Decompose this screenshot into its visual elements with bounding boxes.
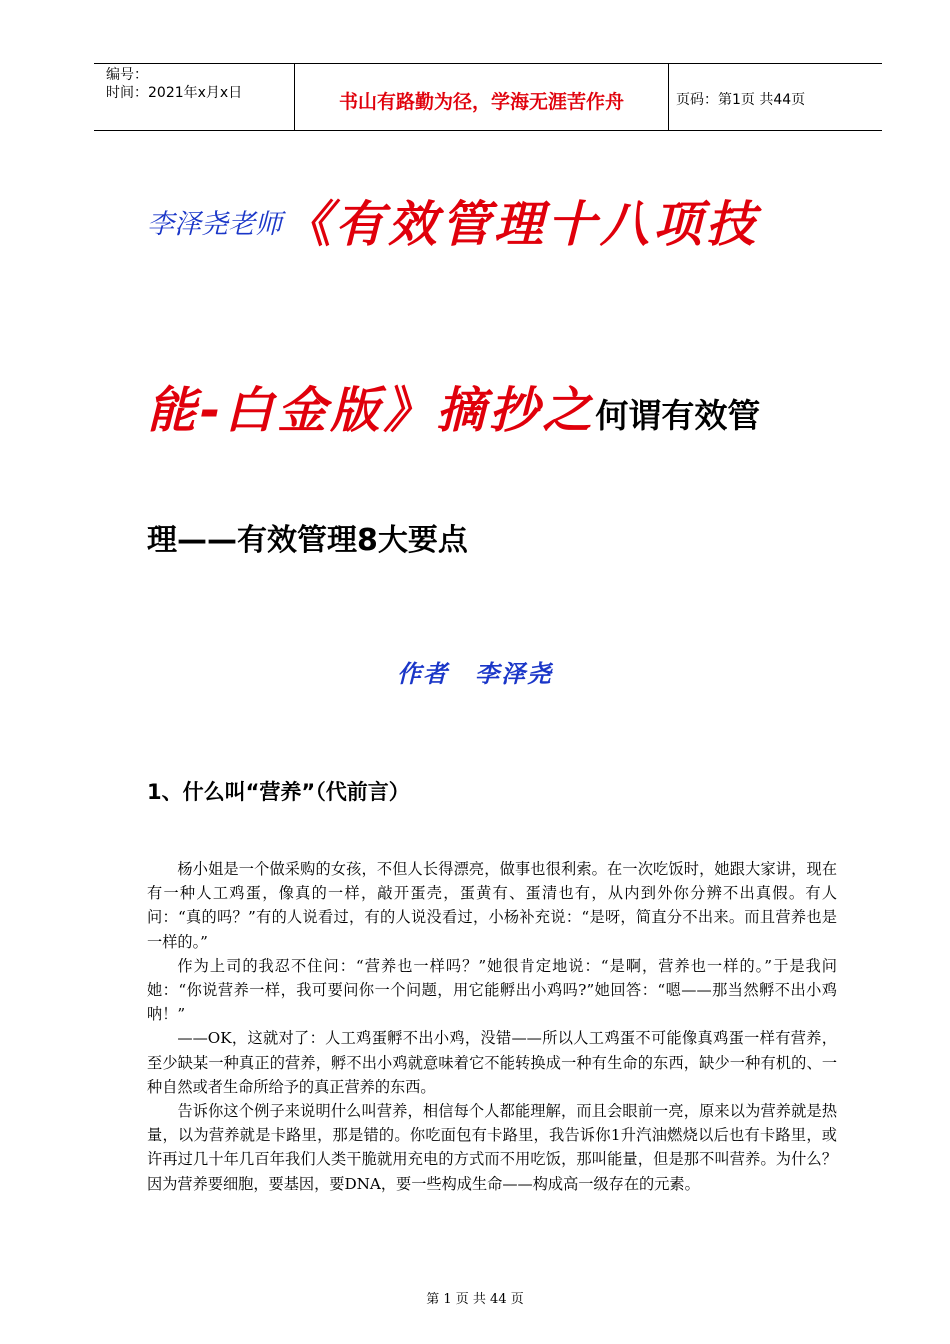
page-footer: 第 1 页 共 44 页 (426, 1292, 524, 1307)
title-sub-part1: 何谓有效管 (595, 396, 761, 435)
document-time-label: 时间：2021年x月x日 (106, 85, 243, 101)
header-meta-cell (94, 64, 294, 130)
paragraph: 告诉你这个例子来说明什么叫营养，相信每个人都能理解，而且会眼前一亮，原来以为营养就是热量，以为营养就是卡路里，那是错的。你吃面包有卡路里，我告诉你1升汽油燃烧以后也有卡路里，或许再过几十年几百年我们人类干脆就用充电的方式而不用吃饭，那叫能量，但是那不叫营养。为什么？因为营养要细胞，要基因，要DNA，要一些构成生命——构成高一级存在的元素。 (147, 1102, 837, 1193)
author-byline: 作者 李泽尧 (397, 660, 553, 688)
header-page-info: 页码：第1页 共44页 (676, 92, 806, 108)
title-author-prefix: 李泽尧老师 (147, 209, 282, 240)
title-line-2 (147, 372, 760, 442)
title-main-part2: 能-白金版》摘抄之 (147, 382, 596, 439)
paragraph: 杨小姐是一个做采购的女孩，不但人长得漂亮，做事也很利索。在一次吃饭时，她跟大家讲，现在有一种人工鸡蛋，像真的一样，敲开蛋壳，蛋黄有、蛋清也有，从内到外你分辨不出真假。有人问：“真的吗？”有的人说看过，有的人说没看过，小杨补充说：“是呀，简直分不出来。而且营养也是一样的。” (147, 860, 837, 951)
header-motto-cell (294, 64, 669, 130)
title-line-1 (147, 186, 759, 256)
title-line-3: 理——有效管理8大要点 (147, 523, 468, 558)
section-heading: 1、什么叫“营养”（代前言） (147, 780, 410, 804)
title-main-part1: 《有效管理十八项技 (282, 196, 760, 253)
paragraph: ——OK，这就对了：人工鸡蛋孵不出小鸡，没错——所以人工鸡蛋不可能像真鸡蛋一样有营养，至少缺某一种真正的营养，孵不出小鸡就意味着它不能转换成一种有生命的东西，缺少一种有机的、一种自然或者生命所给予的真正营养的东西。 (147, 1029, 837, 1096)
header-table (94, 63, 882, 131)
body-text (147, 857, 837, 1196)
document-number-label: 编号： (106, 67, 148, 83)
header-motto: 书山有路勤为径，学海无涯苦作舟 (338, 91, 624, 113)
header-page-cell (668, 64, 882, 130)
paragraph: 作为上司的我忍不住问：“营养也一样吗？”她很肯定地说：“是啊，营养也一样的。”于是我问她：“你说营养一样，我可要问你一个问题，用它能孵出小鸡吗?”她回答：“嗯——那当然孵不出小鸡呐！” (147, 956, 837, 1024)
